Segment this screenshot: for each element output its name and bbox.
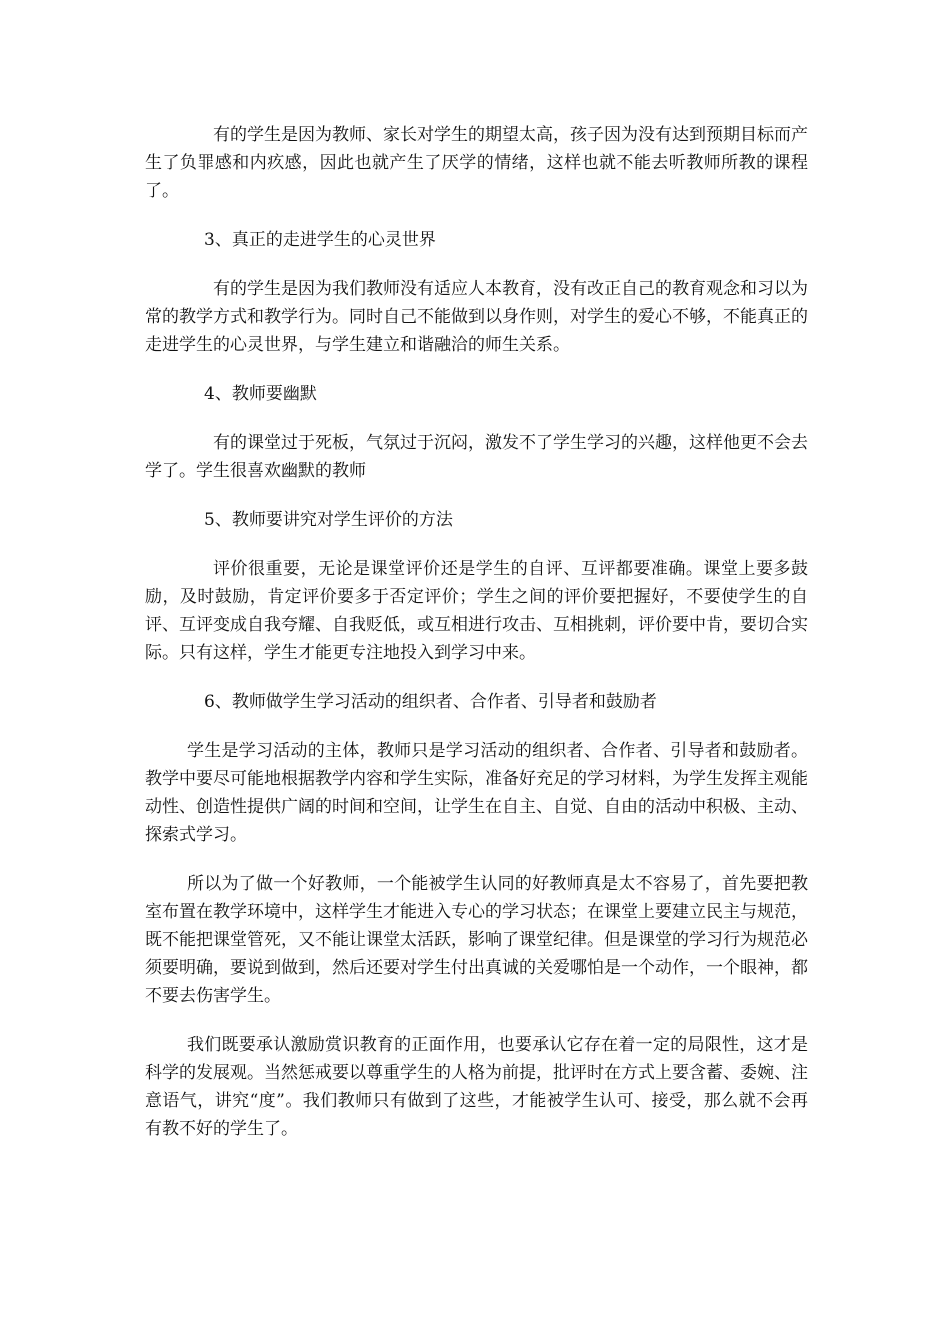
paragraph-humanistic-education: 有的学生是因为我们教师没有适应人本教育，没有改正自己的教育观念和习以为常的教学方式和教学行为。同时自己不能做到以身作则，对学生的爱心不够，不能真正的走进学生的心灵世界，与学生建立和谐融洽的师生关系。 <box>145 279 808 355</box>
heading-3-enter-students-hearts: 3、真正的走进学生的心灵世界 <box>204 230 436 250</box>
paragraph-conclusion: 我们既要承认激励赏识教育的正面作用，也要承认它存在着一定的局限性，这才是科学的发展观。当然惩戒要以尊重学生的人格为前提，批评时在方式上要含蓄、委婉、注意语气，讲究“度”。我们教师只有做到了这些，才能被学生认可、接受，那么就不会再有教不好的学生了。 <box>145 1035 808 1139</box>
paragraph-good-teacher: 所以为了做一个好教师，一个能被学生认同的好教师真是太不容易了，首先要把教室布置在教学环境中，这样学生才能进入专心的学习状态；在课堂上要建立民主与规范，既不能把课堂管死，又不能让课堂太活跃，影响了课堂纪律。但是课堂的学习行为规范必须要明确，要说到做到，然后还要对学生付出真诚的关爱哪怕是一个动作，一个眼神，都不要去伤害学生。 <box>145 874 808 1006</box>
paragraph-student-subject: 学生是学习活动的主体，教师只是学习活动的组织者、合作者、引导者和鼓励者。教学中要尽可能地根据教学内容和学生实际，准备好充足的学习材料，为学生发挥主观能动性、创造性提供广阔的时间和空间，让学生在自主、自觉、自由的活动中积极、主动、探索式学习。 <box>145 741 808 845</box>
heading-5-evaluation-methods: 5、教师要讲究对学生评价的方法 <box>204 510 453 530</box>
heading-4-teacher-humor: 4、教师要幽默 <box>204 384 317 404</box>
heading-6-teacher-roles: 6、教师做学生学习活动的组织者、合作者、引导者和鼓励者 <box>204 692 657 712</box>
paragraph-evaluation: 评价很重要，无论是课堂评价还是学生的自评、互评都要准确。课堂上要多鼓励，及时鼓励，肯定评价要多于否定评价；学生之间的评价要把握好，不要使学生的自评、互评变成自我夸耀、自我贬低，或互相进行攻击、互相挑刺，评价要中肯，要切合实际。只有这样，学生才能更专注地投入到学习中来。 <box>145 559 808 663</box>
document-body <box>145 121 808 1143</box>
paragraph-expectations: 有的学生是因为教师、家长对学生的期望太高，孩子因为没有达到预期目标而产生了负罪感和内疚感，因此也就产生了厌学的情绪，这样也就不能去听教师所教的课程了。 <box>145 125 808 201</box>
paragraph-classroom-atmosphere: 有的课堂过于死板，气氛过于沉闷，激发不了学生学习的兴趣，这样他更不会去学了。学生很喜欢幽默的教师 <box>145 433 808 481</box>
